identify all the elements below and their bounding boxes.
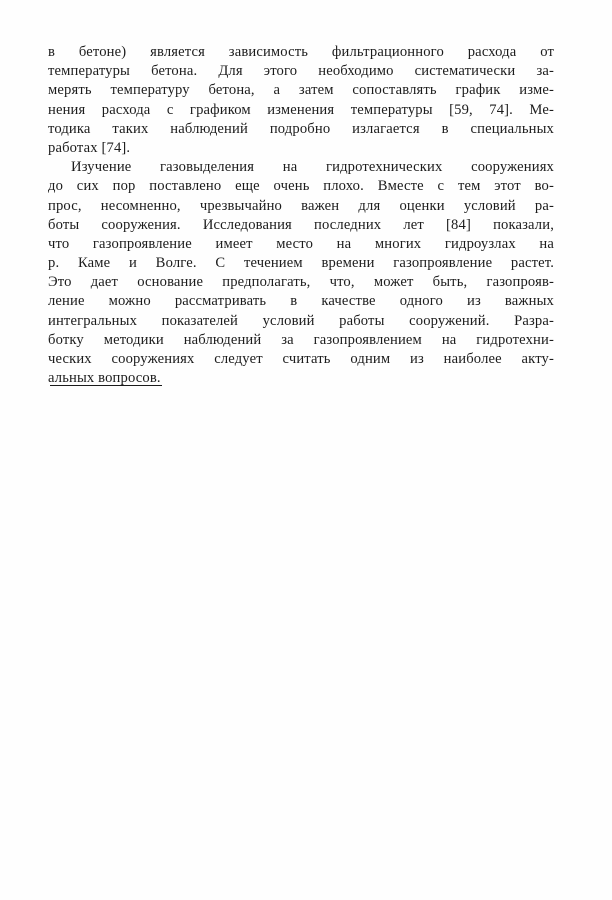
footnote-separator-rule bbox=[50, 385, 162, 386]
body-text bbox=[48, 43, 554, 388]
text-line: интегральных показателей условий работы сооружений. Разра- bbox=[48, 312, 554, 329]
text-line: Изучение газовыделения на гидротехнических сооружениях bbox=[71, 159, 554, 176]
text-line: прос, несомненно, чрезвычайно важен для оценки условий ра- bbox=[48, 197, 554, 214]
text-line: до сих пор поставлено еще очень плохо. Вместе с тем этот во- bbox=[48, 178, 554, 195]
text-line: в бетоне) является зависимость фильтрационного расхода от bbox=[48, 44, 554, 60]
text-line: Это дает основание предполагать, что, может быть, газопрояв- bbox=[48, 274, 554, 291]
text-line: р. Каме и Волге. С течением времени газопроявление растет. bbox=[48, 255, 554, 272]
text-line: работах [74]. bbox=[48, 139, 131, 156]
paragraph-2 bbox=[48, 158, 554, 388]
text-line: мерять температуру бетона, а затем сопоставлять график изме- bbox=[48, 82, 554, 99]
text-line: тодика таких наблюдений подробно излагается в специальных bbox=[48, 120, 554, 137]
text-line: температуры бетона. Для этого необходимо систематически за- bbox=[48, 63, 554, 80]
text-line: альных вопросов. bbox=[48, 370, 161, 387]
text-line: ботку методики наблюдений за газопроявлением на гидротехни- bbox=[48, 331, 554, 348]
paragraph-1 bbox=[48, 43, 554, 158]
text-line: что газопроявление имеет место на многих гидроузлах на bbox=[48, 235, 554, 252]
text-line: боты сооружения. Исследования последних лет [84] показали, bbox=[48, 216, 554, 233]
text-line: ление можно рассматривать в качестве одного из важных bbox=[48, 293, 554, 310]
text-line: ческих сооружениях следует считать одним из наиболее акту- bbox=[48, 351, 554, 367]
text-line: нения расхода с графиком изменения температуры [59, 74]. Ме- bbox=[48, 101, 554, 118]
